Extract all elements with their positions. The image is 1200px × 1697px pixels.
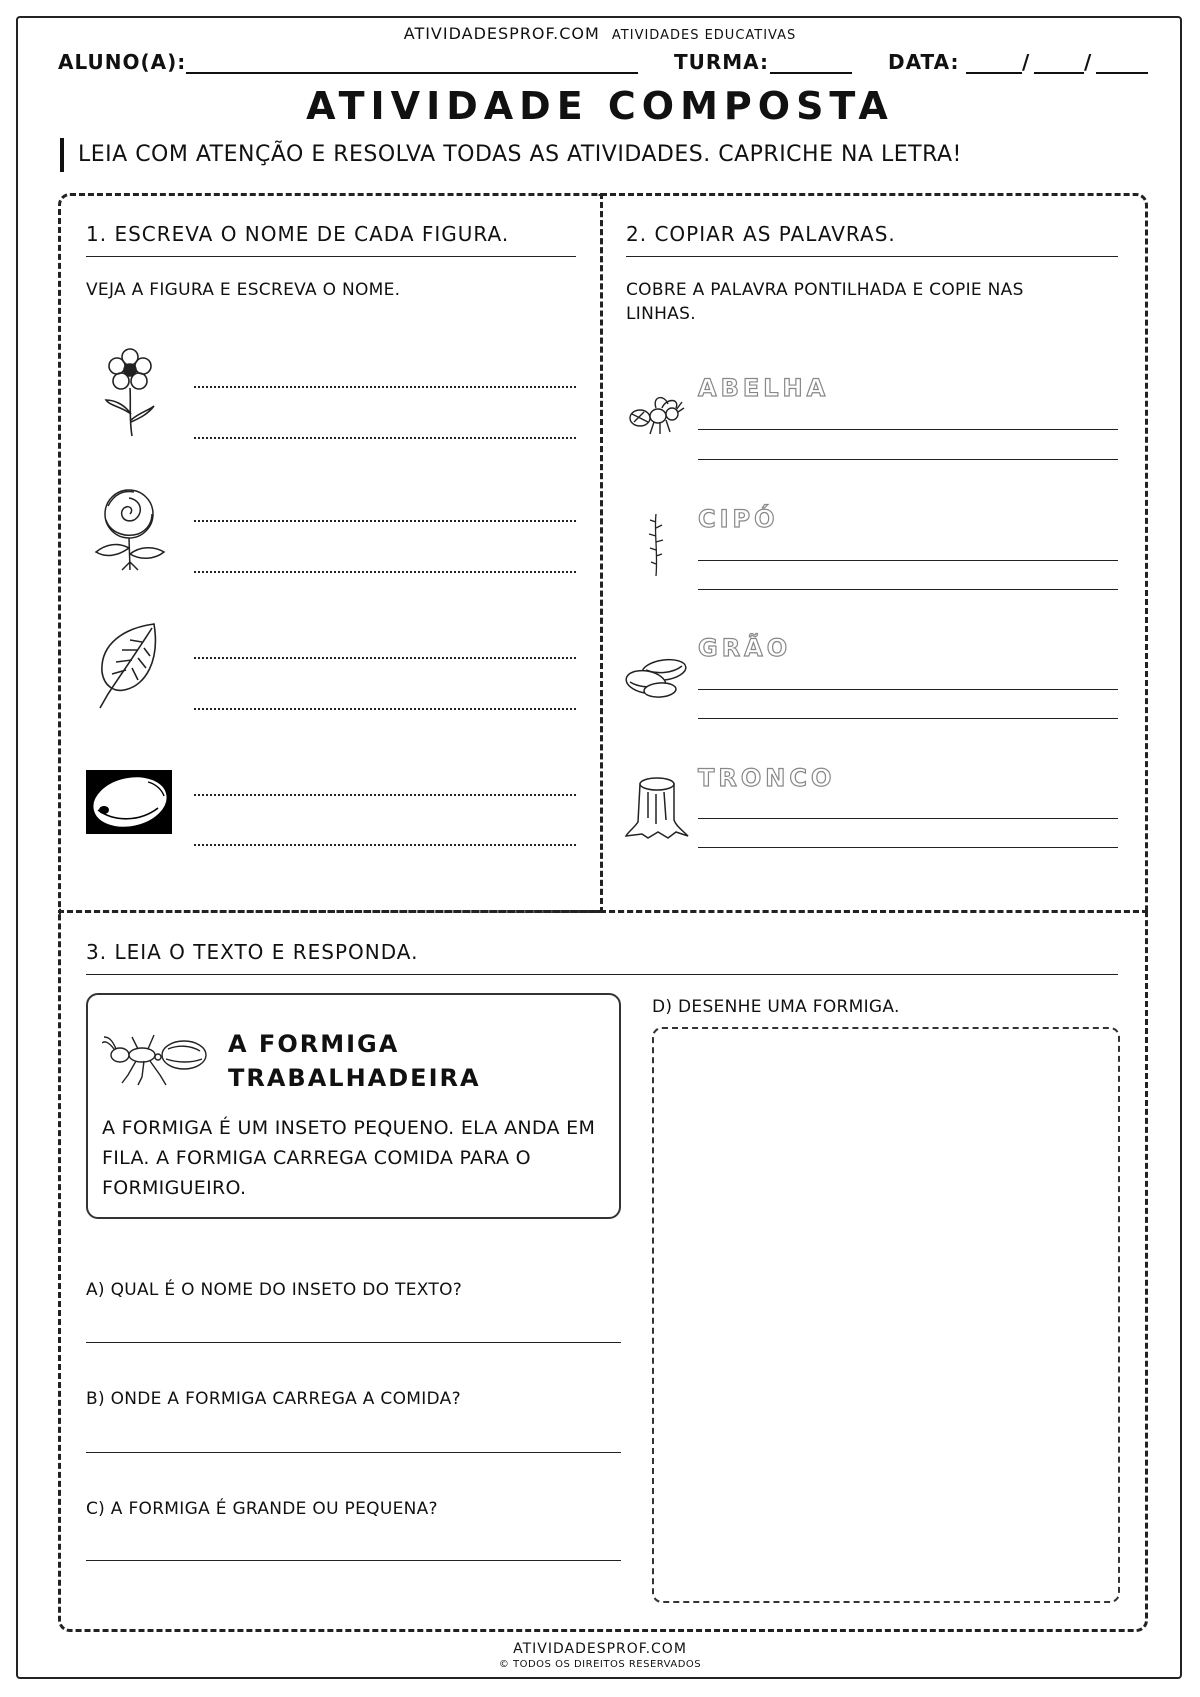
story-title-line-1: A FORMIGA <box>228 1030 400 1058</box>
answer-line-3a[interactable] <box>194 657 576 659</box>
section-1-rule <box>86 256 576 257</box>
copy-line-2b[interactable] <box>698 589 1118 590</box>
ant-icon <box>102 1031 214 1087</box>
trace-word-4: TRONCO <box>698 764 836 792</box>
grain-icon <box>624 652 690 700</box>
story-title-line-2: TRABALHADEIRA <box>228 1064 481 1092</box>
turma-label: TURMA: <box>674 50 770 74</box>
vine-icon <box>644 512 668 578</box>
data-month-field[interactable] <box>1034 72 1084 74</box>
rose-icon <box>84 484 174 574</box>
section-1-instruction: VEJA A FIGURA E ESCREVA O NOME. <box>86 280 401 300</box>
drawing-area[interactable] <box>652 1027 1120 1603</box>
leaf-icon <box>94 620 164 712</box>
draw-prompt: D) DESENHE UMA FORMIGA. <box>652 997 900 1017</box>
answer-line-b[interactable] <box>86 1452 621 1453</box>
section-2-instruction: COBRE A PALAVRA PONTILHADA E COPIE NAS LINHAS. <box>626 280 1024 324</box>
section-3-rule <box>86 974 1118 975</box>
answer-line-3b[interactable] <box>194 708 576 710</box>
answer-line-4b[interactable] <box>194 844 576 846</box>
answer-line-2a[interactable] <box>194 520 576 522</box>
question-c: C) A FORMIGA É GRANDE OU PEQUENA? <box>86 1499 438 1519</box>
trace-word-1: ABELHA <box>698 374 830 402</box>
data-day-field[interactable] <box>966 72 1022 74</box>
story-title <box>228 1027 481 1095</box>
site-header <box>0 24 1200 43</box>
question-b: B) ONDE A FORMIGA CARREGA A COMIDA? <box>86 1389 461 1409</box>
answer-line-1a[interactable] <box>194 386 576 388</box>
copy-line-3b[interactable] <box>698 718 1118 719</box>
copy-line-2a[interactable] <box>698 560 1118 561</box>
answer-line-1b[interactable] <box>194 437 576 439</box>
trace-word-2: CIPÓ <box>698 505 779 533</box>
flower-icon <box>100 348 160 440</box>
page-title: ATIVIDADE COMPOSTA <box>306 84 894 128</box>
copy-line-4b[interactable] <box>698 847 1118 848</box>
trace-word-3: GRÃO <box>698 634 792 662</box>
story-box <box>86 993 621 1219</box>
aluno-label: ALUNO(A): <box>58 50 187 74</box>
site-name: ATIVIDADESPROF.COM <box>403 24 600 43</box>
general-instruction: LEIA COM ATENÇÃO E RESOLVA TODAS AS ATIVIDADES. CAPRICHE NA LETRA! <box>60 138 962 172</box>
copy-line-1b[interactable] <box>698 459 1118 460</box>
section-3-title: 3. LEIA O TEXTO E RESPONDA. <box>86 940 419 964</box>
data-slash-1: / <box>1022 50 1031 74</box>
answer-line-a[interactable] <box>86 1342 621 1343</box>
question-a: A) QUAL É O NOME DO INSETO DO TEXTO? <box>86 1280 463 1300</box>
footer-site: ATIVIDADESPROF.COM <box>513 1641 687 1657</box>
data-label: DATA: <box>888 50 960 74</box>
data-year-field[interactable] <box>1096 72 1148 74</box>
answer-line-c[interactable] <box>86 1560 621 1561</box>
section-2-rule <box>626 256 1118 257</box>
footer-rights: © TODOS OS DIREITOS RESERVADOS <box>498 1659 702 1670</box>
bee-icon <box>626 392 686 438</box>
copy-line-4a[interactable] <box>698 818 1118 819</box>
site-subtitle: ATIVIDADES EDUCATIVAS <box>611 28 797 43</box>
trunk-icon <box>624 774 690 840</box>
copy-line-1a[interactable] <box>698 429 1118 430</box>
answer-line-2b[interactable] <box>194 571 576 573</box>
seed-icon <box>86 770 172 834</box>
data-slash-2: / <box>1084 50 1093 74</box>
section-1-title: 1. ESCREVA O NOME DE CADA FIGURA. <box>86 222 510 246</box>
turma-field[interactable] <box>770 72 852 74</box>
aluno-field[interactable] <box>186 72 638 74</box>
story-text: A FORMIGA É UM INSETO PEQUENO. ELA ANDA EM FILA. A FORMIGA CARREGA COMIDA PARA O FORMIGUEIRO. <box>102 1117 596 1199</box>
copy-line-3a[interactable] <box>698 689 1118 690</box>
answer-line-4a[interactable] <box>194 794 576 796</box>
section-2-title: 2. COPIAR AS PALAVRAS. <box>626 222 896 246</box>
